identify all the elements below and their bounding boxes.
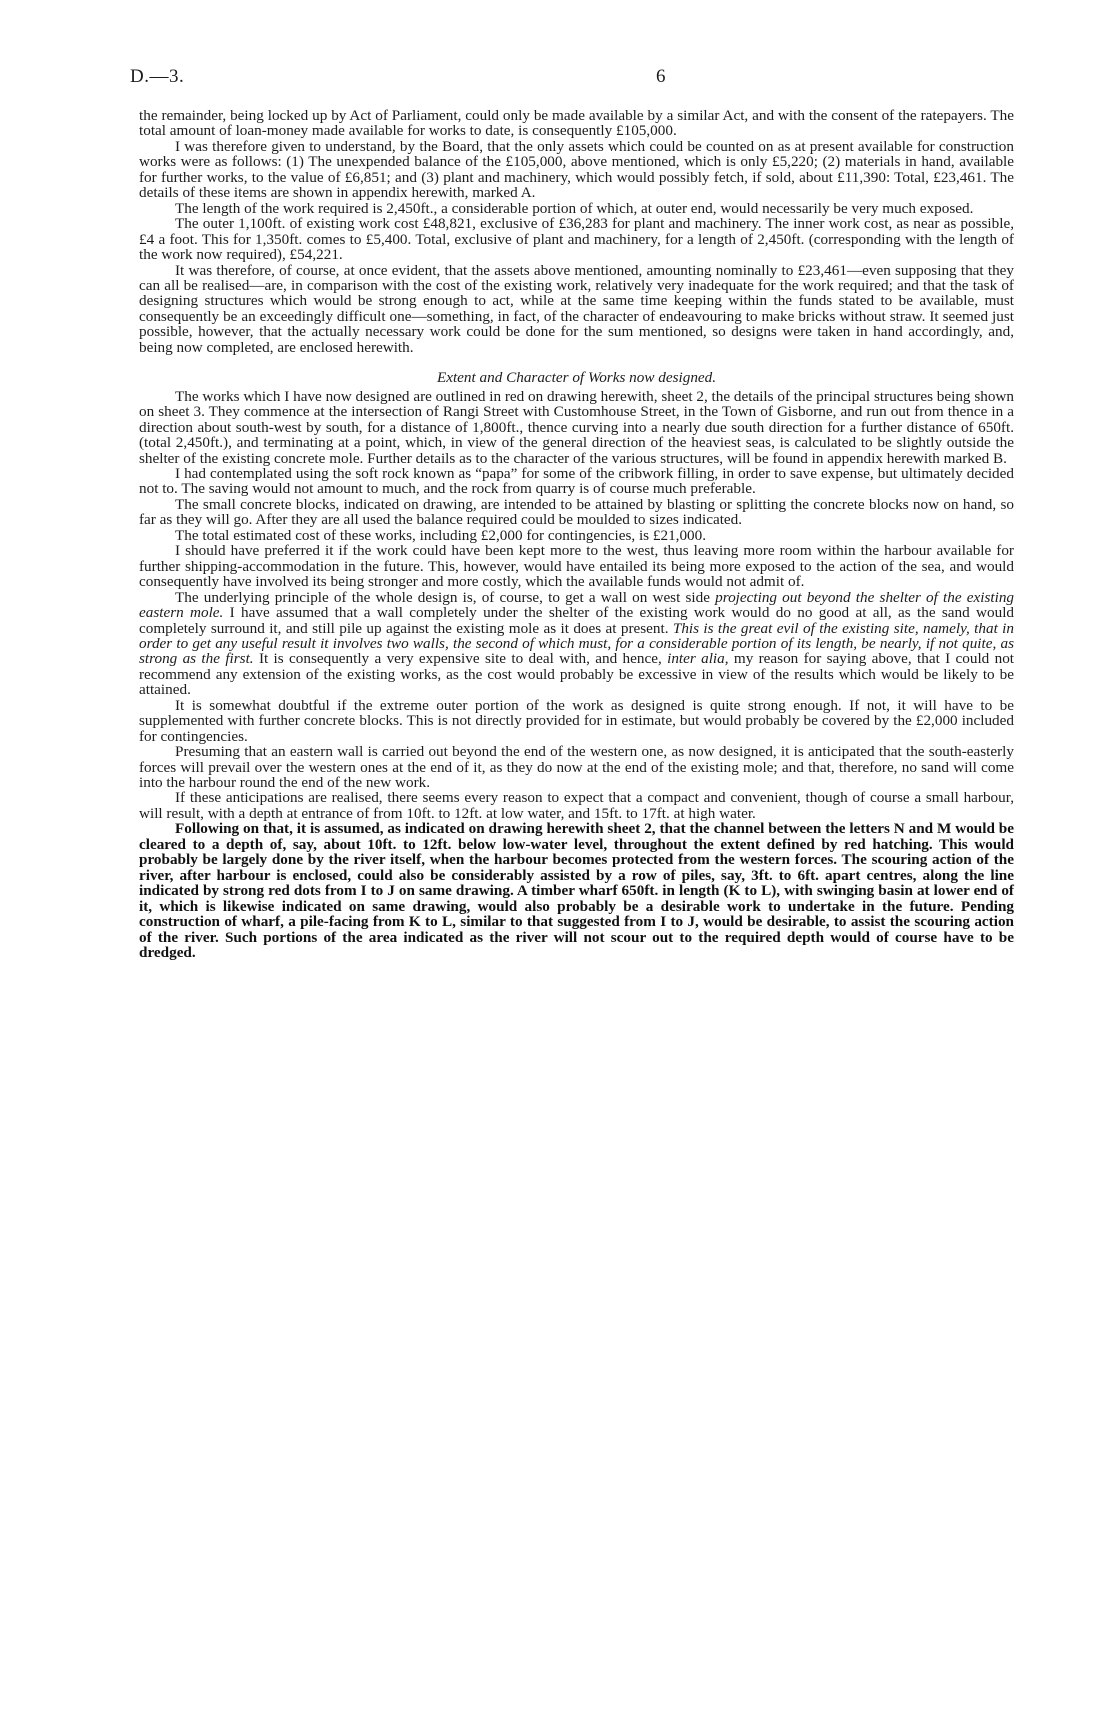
principle-paragraph xyxy=(139,590,1014,698)
paragraph: Presuming that an eastern wall is carried out beyond the end of the western one, as now designed, it is anticipated that the south-easterly forces will prevail over the western ones at the end of it, as they do now at the end of the existing mole; and that, therefore, no sand will come into the harbour round the end of the new work. xyxy=(139,743,1014,792)
paragraph: The small concrete blocks, indicated on drawing, are intended to be attained by blasting or splitting the concrete blocks now on hand, so far as they will go. After they are all used the balance required could be moulded to sizes indicated. xyxy=(139,495,1014,529)
paragraph: I was therefore given to understand, by the Board, that the only assets which could be counted on as at present available for construction works were as follows: (1) The unexpended balance of the £105,000, above mentioned, which is only £5,220; (2) materials in hand, available for further works, to the value of £6,851; and (3) plant and machinery, which would possibly fetch, if sold, about £11,390: Total, £23,461. The details of these items are shown in appendix herewith, marked A. xyxy=(139,137,1014,202)
italic-run: inter alia, xyxy=(667,650,729,668)
italic-run: This is the great evil of the existing site, namely, that in order to get any useful result it involves two walls, the second of which must, for a considerable portion of its length, be nearly, if not quite, as strong as the first. xyxy=(139,619,1014,668)
page-number: 6 xyxy=(656,66,666,87)
paragraph: It was therefore, of course, at once evident, that the assets above mentioned, amounting nominally to £23,461—even supposing that they can all be realised—are, in comparison with the cost of the existing work, relatively very inadequate for the work required; and that the task of designing structures which would be strong enough to act, while at the same time keeping within the funds stated to be available, must consequently be an exceedingly difficult one—something, in fact, of the character of endeavouring to make bricks without straw. It seemed just possible, however, that the actually necessary work could be done for the sum mentioned, so designs were taken in hand accordingly, and, being now completed, are enclosed herewith. xyxy=(139,261,1014,356)
page-header xyxy=(0,66,1114,90)
paragraph: I should have preferred it if the work could have been kept more to the west, thus leaving more room within the harbour available for further shipping-accommodation in the future. This, however, would have entailed its being more exposed to the action of the sea, and would consequently have involved its being stronger and more costly, which the available funds would not admit of. xyxy=(139,542,1014,591)
text-run: The underlying principle of the whole design is, of course, to get a wall on west side xyxy=(175,588,716,606)
paragraph: I had contemplated using the soft rock known as “papa” for some of the cribwork filling, in order to save expense, but ultimately decided not to. The saving would not amount to much, and the rock from quarry is of course much preferable. xyxy=(139,464,1014,498)
italic-run: projecting out beyond the shelter of the existing eastern mole. xyxy=(139,588,1015,622)
paragraph: If these anticipations are realised, there seems every reason to expect that a compact and convenient, though of course a small harbour, will result, with a depth at entrance of from 10ft. to 12ft. at low water, and 15ft. to 17ft. at high water. xyxy=(139,789,1014,822)
paragraph: It is somewhat doubtful if the extreme outer portion of the work as designed is quite strong enough. If not, it will have to be supplemented with further concrete blocks. This is not directly provided for in estimate, but would probably be covered by the £2,000 included for contingencies. xyxy=(139,696,1014,745)
paragraph: the remainder, being locked up by Act of Parliament, could only be made available by a similar Act, and with the consent of the ratepayers. The total amount of loan-money made available for works to date, is consequently £105,000. xyxy=(139,107,1014,140)
document-reference: D.—3. xyxy=(130,66,185,87)
text-run: It is consequently a very expensive site to deal with, and hence, xyxy=(253,650,668,668)
body-text xyxy=(139,108,1014,960)
paragraph: The outer 1,100ft. of existing work cost £48,821, exclusive of £36,283 for plant and machinery. The inner work cost, as near as possible, £4 a foot. This for 1,350ft. comes to £5,400. Total, exclusive of plant and machinery, for a length of 2,450ft. (corresponding with the length of the work now required), £54,221. xyxy=(139,215,1014,264)
section-heading: Extent and Character of Works now designed. xyxy=(436,369,717,387)
paragraph: The works which I have now designed are outlined in red on drawing herewith, sheet 2, the details of the principal structures being shown on sheet 3. They commence at the intersection of Rangi Street with Customhouse Street, in the Town of Gisborne, and run out from thence in a direction about south-west by south, for a distance of 1,800ft., thence curving into a nearly due south direction for a further distance of 650ft. (total 2,450ft.), and terminating at a point, which, in view of the general direction of the heaviest seas, is calculated to be slightly outside the shelter of the existing concrete mole. Further details as to the character of the various structures, will be found in appendix herewith marked B. xyxy=(139,387,1014,467)
paragraph: The length of the work required is 2,450ft., a considerable portion of which, at outer end, would necessarily be very much exposed. xyxy=(175,199,974,217)
text-run: my reason for saying above, that I could not recommend any extension of the existing works, as the cost would probably be excessive in view of the results which would be likely to be attained. xyxy=(139,650,1015,699)
paragraph: The total estimated cost of these works, including £2,000 for contingencies, is £21,000. xyxy=(175,526,707,544)
text-run: I have assumed that a wall completely under the shelter of the existing work would do no good at all, as the sand would completely surround it, and still pile up against the existing mole as it does at present. xyxy=(139,604,1015,637)
paragraph: Following on that, it is assumed, as indicated on drawing herewith sheet 2, that the channel between the letters N and M would be cleared to a depth of, say, about 10ft. to 12ft. below low-water level, throughout the extent defined by red hatching. This would probably be largely done by the river itself, when the harbour becomes protected from the western forces. The scouring action of the river, after harbour is enclosed, could also be considerably assisted by a row of piles, say, 3ft. to 6ft. apart centres, along the line indicated by strong red dots from I to J on same drawing. A timber wharf 650ft. in length (K to L), with swinging basin at lower end of it, which is likewise indicated on same drawing, would also probably be a desirable work to undertake in the future. Pending construction of wharf, a pile-facing from K to L, similar to that suggested from I to J, would be desirable, to assist the scouring action of the river. Such portions of the area indicated as the river will not scour out to the required depth would of course have to be dredged. xyxy=(139,820,1014,962)
